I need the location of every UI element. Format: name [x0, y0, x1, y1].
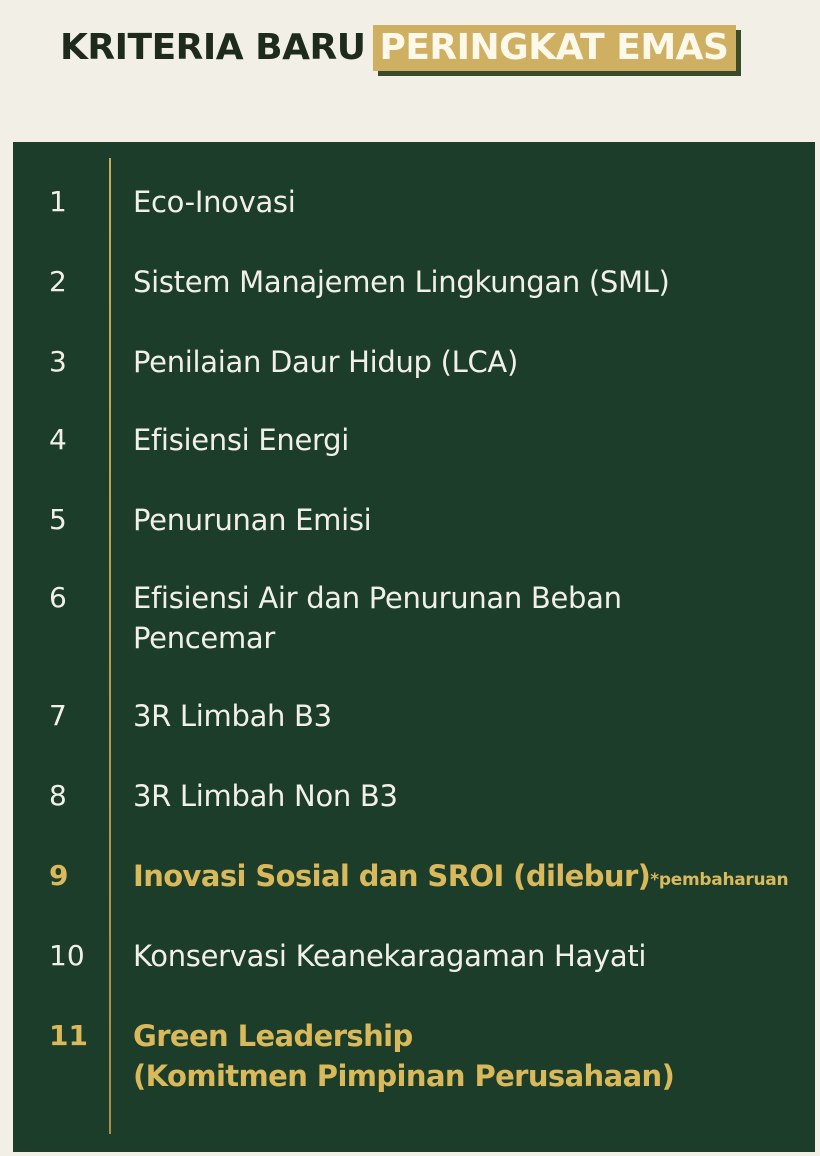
- criteria-number: 9: [49, 859, 69, 892]
- criteria-number: 6: [49, 581, 67, 614]
- update-note: *pembaharuan: [650, 870, 789, 890]
- title-plain-text: KRITERIA BARU: [60, 27, 366, 68]
- column-divider: [109, 158, 111, 1134]
- criteria-number: 11: [49, 1019, 88, 1052]
- criteria-label-line: Pencemar: [133, 621, 276, 655]
- criteria-label: [133, 776, 805, 816]
- criteria-label-line: (Komitmen Pimpinan Perusahaan): [133, 1059, 675, 1093]
- criteria-label: [133, 936, 805, 976]
- title-highlight-badge: PERINGKAT EMAS: [373, 25, 736, 71]
- criteria-label: [133, 420, 805, 460]
- criteria-label: [133, 1016, 805, 1096]
- criteria-label-line: Efisiensi Energi: [133, 423, 349, 457]
- criteria-number: 8: [49, 779, 67, 812]
- page-title: [60, 22, 736, 74]
- criteria-label-line: Penilaian Daur Hidup (LCA): [133, 345, 518, 379]
- criteria-number: 1: [49, 185, 67, 218]
- page-header: [0, 0, 820, 138]
- criteria-number: 4: [49, 423, 67, 456]
- criteria-panel: [13, 142, 815, 1152]
- criteria-label-line: Penurunan Emisi: [133, 503, 372, 537]
- criteria-label-text: Inovasi Sosial dan SROI (dilebur): [133, 859, 651, 893]
- criteria-number: 7: [49, 699, 67, 732]
- criteria-number: 2: [49, 265, 67, 298]
- criteria-label-line: Efisiensi Air dan Penurunan Beban: [133, 581, 622, 615]
- criteria-number: 3: [49, 345, 67, 378]
- criteria-label-line: [133, 856, 805, 900]
- criteria-number: 5: [49, 503, 67, 536]
- criteria-label: [133, 262, 805, 302]
- criteria-label: [133, 856, 805, 900]
- criteria-label: [133, 182, 805, 222]
- criteria-label-line: 3R Limbah B3: [133, 699, 332, 733]
- criteria-label: [133, 696, 805, 736]
- criteria-label-line: Konservasi Keanekaragaman Hayati: [133, 939, 647, 973]
- criteria-label-line: 3R Limbah Non B3: [133, 779, 398, 813]
- criteria-label-line: Eco-Inovasi: [133, 185, 296, 219]
- criteria-label-line: Sistem Manajemen Lingkungan (SML): [133, 265, 670, 299]
- criteria-number: 10: [49, 939, 85, 972]
- criteria-label-line: Green Leadership: [133, 1019, 413, 1053]
- criteria-label: [133, 342, 805, 382]
- criteria-label: [133, 500, 805, 540]
- criteria-label: [133, 578, 805, 658]
